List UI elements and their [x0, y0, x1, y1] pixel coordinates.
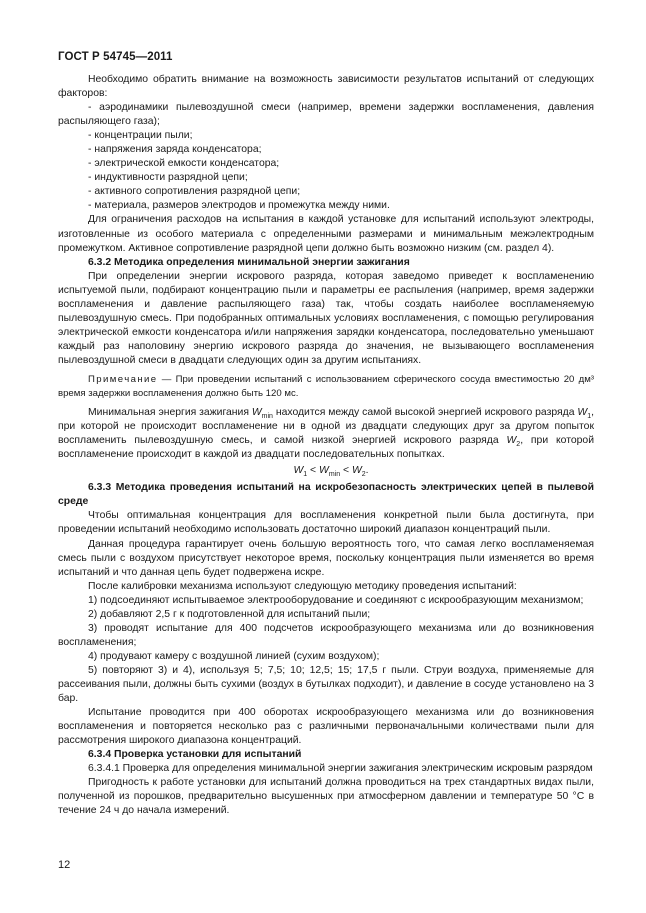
section-heading: 6.3.3 Методика проведения испытаний на искробезопасность электрических цепей в пылевой среде — [58, 482, 594, 508]
list-item: 5) повторяют 3) и 4), используя 5; 7,5; 10; 12,5; 15; 17,5 г пыли. Струи воздуха, применяемые для рассеивания пыли, должны быть сухими (воздух в бутылках подходит), и давление в сосуде установлено на 3 бар. — [58, 664, 594, 705]
subscript: min — [328, 471, 341, 479]
paragraph: Для ограничения расходов на испытания в каждой установке для испытаний используют электроды, изготовленные из особого материала с определенными размерами и минимальным межэлектродным промежутком. Активное сопротивление разрядной цепи должно быть возможно низким (см. раздел 4). — [58, 214, 594, 254]
note — [58, 373, 594, 401]
text-run: Минимальная энергия зажигания — [88, 407, 252, 419]
text-run: , при которой не происходит воспламенение ни в одной из двадцати следующих друг за другом попыток воспламенить пылевоздушную смесь, и самой низкой энергией искрового разряда — [58, 407, 594, 447]
section-heading: 6.3.4 Проверка установки для испытаний — [88, 749, 302, 761]
list-item: 1) подсоединяют испытываемое электрооборудование и соединяют с искрообразующим механизмом; — [88, 594, 584, 606]
list-item: - концентрации пыли; — [88, 130, 193, 142]
note-text: — При проведении испытаний с использованием сферического сосуда вместимостью 20 дм³ время задержки воспламенения должно быть 120 мс. — [58, 373, 594, 400]
subscript: 1 — [587, 413, 592, 421]
paragraph: После калибровки механизма используют следующую методику проведения испытаний: — [88, 580, 517, 592]
paragraph: Необходимо обратить внимание на возможность зависимости результатов испытаний от следующих факторов: — [58, 74, 594, 100]
list-item: - электрической емкости конденсатора; — [88, 158, 280, 170]
subscript: 2 — [516, 441, 521, 449]
symbol-w: W — [319, 465, 329, 477]
paragraph — [58, 406, 594, 462]
page-number: 12 — [58, 859, 71, 871]
symbol-w: W — [577, 407, 588, 419]
symbol-w: W — [506, 435, 517, 447]
text-run: находится между самой высокой энергией искрового разряда — [272, 407, 578, 419]
formula — [58, 464, 594, 478]
list-item: 2) добавляют 2,5 г к подготовленной для испытаний пыли; — [88, 608, 371, 620]
subscript: 1 — [303, 471, 308, 479]
subscript: 2 — [361, 471, 366, 479]
paragraph: Испытание проводится при 400 оборотах искрообразующего механизма или до возникновения воспламенения и повторяется несколько раз с различными первоначальными количествами пыли для рассмотрения широкого диапазона концентраций. — [58, 707, 594, 747]
operator: < — [340, 465, 352, 477]
section-heading: 6.3.2 Методика определения минимальной энергии зажигания — [88, 256, 410, 268]
operator: < — [307, 465, 319, 477]
symbol-w: W — [251, 407, 262, 419]
list-item: 4) продувают камеру с воздушной линией (сухим воздухом); — [88, 650, 380, 662]
operator: . — [365, 465, 369, 477]
document-body — [58, 73, 594, 818]
paragraph: При определении энергии искрового разряда, которая заведомо приведет к воспламенению испытуемой пыли, подбирают концентрацию пыли и параметры ее распыления (например, время задержки воспламенения и давление распыляющего газа) так, чтобы создать наиболее воспламеняемую пылевоздушную смесь. При подобранных оптимальных условиях воспламенения, с помощью регулирования электрической емкости конденсатора и/или напряжения зарядки конденсатора, последовательно уменьшают каждый раз наполовину энергию искрового разряда до значения, не вызывающего воспламенения пылевоздушной смеси в двадцати следующих один за другим испытаниях. — [58, 270, 594, 366]
list-item: - напряжения заряда конденсатора; — [88, 144, 262, 156]
list-item: - аэродинамики пылевоздушной смеси (например, времени задержки воспламенения, давления распыляющего газа); — [58, 102, 594, 128]
note-label: Примечание — [88, 373, 158, 385]
list-item: - активного сопротивления разрядной цепи; — [88, 186, 301, 198]
list-item: - индуктивности разрядной цепи; — [88, 172, 248, 184]
paragraph: Данная процедура гарантирует очень большую вероятность того, что самая легко воспламеняемая смесь пыли с воздухом присутствует некоторое время, поскольку концентрация пыли изменяется во время испытаний и что данная цепь будет подвержена искре. — [58, 538, 594, 578]
symbol-w: W — [351, 465, 362, 477]
document-header: ГОСТ Р 54745—2011 — [58, 51, 173, 63]
paragraph: Пригодность к работе установки для испытаний должна проводиться на трех стандартных видах пыли, полученной из порошков, предварительно высушенных при атмосферном давлении и температуре 50 °С в течение 24 ч до начала измерений. — [58, 777, 594, 817]
paragraph: 6.3.4.1 Проверка для определения минимальной энергии зажигания электрическим искровым разрядом — [88, 763, 593, 775]
paragraph: Чтобы оптимальная концентрация для воспламенения конкретной пыли была достигнута, при проведении испытаний необходимо использовать достаточно широкий диапазон концентраций пыли. — [58, 510, 594, 536]
list-item: 3) проводят испытание для 400 подсчетов искрообразующего механизма или до возникновения воспламенения; — [58, 622, 594, 648]
text-run: , при которой воспламенение происходит в каждой из двадцати последовательных попытках. — [58, 435, 594, 461]
subscript: min — [261, 413, 273, 421]
list-item: - материала, размеров электродов и промежутка между ними. — [88, 200, 390, 212]
symbol-w: W — [293, 465, 304, 477]
